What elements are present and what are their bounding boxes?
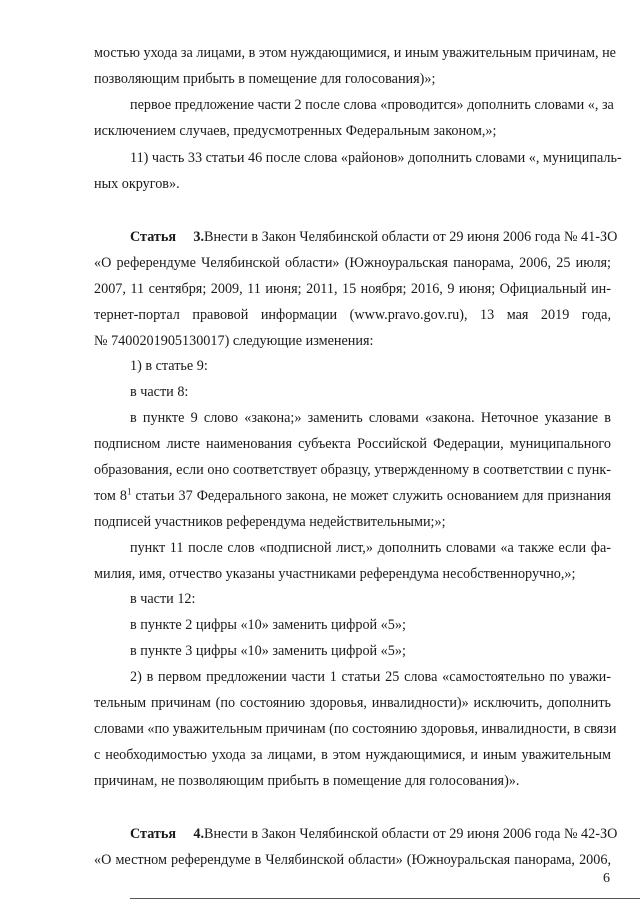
text-line: в пункте 2 цифры «10» заменить цифрой «5»;	[130, 617, 406, 633]
text-line: причинам, не позволяющим прибыть в помещение для голосования)».	[94, 773, 520, 789]
text-line: «О местном референдуме в Челябинской области» (Южноуральская панорама, 2006,	[94, 852, 611, 868]
text-line: исключением случаев, предусмотренных Федеральным законом,»;	[94, 123, 497, 139]
text-line: в части 8:	[130, 384, 189, 400]
text-line: 1) в статье 9:	[130, 358, 208, 374]
text-line	[94, 487, 611, 505]
text-line: с необходимостью ухода за лицами, в этом нуждающимися, и иным уважительным	[94, 747, 611, 763]
article-3-heading: Статья 3.	[130, 229, 204, 245]
text-fragment: статьи 37 Федерального закона, не может служить основанием для признания	[131, 488, 611, 504]
text-line: подписном листе наименования субъекта Российской Федерации, муниципального	[94, 436, 611, 452]
text-line: в пункте 3 цифры «10» заменить цифрой «5»;	[130, 643, 406, 659]
text-line: подписей участников референдума недействительными;»;	[94, 514, 446, 530]
text-line: 11) часть 33 статьи 46 после слова «районов» дополнить словами «, муниципаль-	[130, 150, 622, 166]
text-line: мостью ухода за лицами, в этом нуждающимися, и иным уважительным причинам, не	[94, 45, 616, 61]
text-line: Внести в Закон Челябинской области от 29 июня 2006 года № 41-ЗО	[204, 229, 618, 245]
text-line: в пункте 9 слово «закона;» заменить словами «закона. Неточное указание в	[130, 410, 611, 426]
text-fragment: том 8	[94, 488, 127, 504]
text-line: № 7400201905130017) следующие изменения:	[94, 333, 374, 349]
text-line: «О референдуме Челябинской области» (Южноуральская панорама, 2006, 25 июля;	[94, 255, 611, 271]
text-line: Внести в Закон Челябинской области от 29 июня 2006 года № 42-ЗО	[204, 826, 618, 842]
bottom-rule	[130, 898, 640, 899]
text-line: образования, если оно соответствует образцу, утвержденному в соответствии с пунк-	[94, 462, 611, 478]
superscript: 1	[126, 486, 132, 497]
text-line: тернет-портал правовой информации (www.pravo.gov.ru), 13 мая 2019 года,	[94, 307, 611, 323]
text-line: тельным причинам (по состоянию здоровья, инвалидности)» исключить, дополнить	[94, 695, 611, 711]
text-line: позволяющим прибыть в помещение для голосования)»;	[94, 71, 436, 87]
page-number: 6	[603, 871, 610, 886]
text-line: в части 12:	[130, 591, 196, 607]
article-4-heading: Статья 4.	[130, 826, 204, 842]
text-line: милия, имя, отчество указаны участниками референдума несобственноручно,»;	[94, 566, 576, 582]
text-line: 2) в первом предложении части 1 статьи 25 слова «самостоятельно по уважи-	[130, 669, 611, 685]
text-line: ных округов».	[94, 176, 180, 192]
text-line: первое предложение части 2 после слова «проводится» дополнить словами «, за	[130, 97, 614, 113]
article-4-heading-line	[130, 825, 618, 843]
text-line: пункт 11 после слов «подписной лист,» дополнить словами «а также если фа-	[130, 540, 611, 556]
text-line: словами «по уважительным причинам (по состоянию здоровья, инвалидности, в связи	[94, 721, 617, 737]
article-3-heading-line	[130, 228, 618, 246]
text-line: 2007, 11 сентября; 2009, 11 июня; 2011, 15 ноября; 2016, 9 июня; Официальный ин-	[94, 281, 611, 297]
